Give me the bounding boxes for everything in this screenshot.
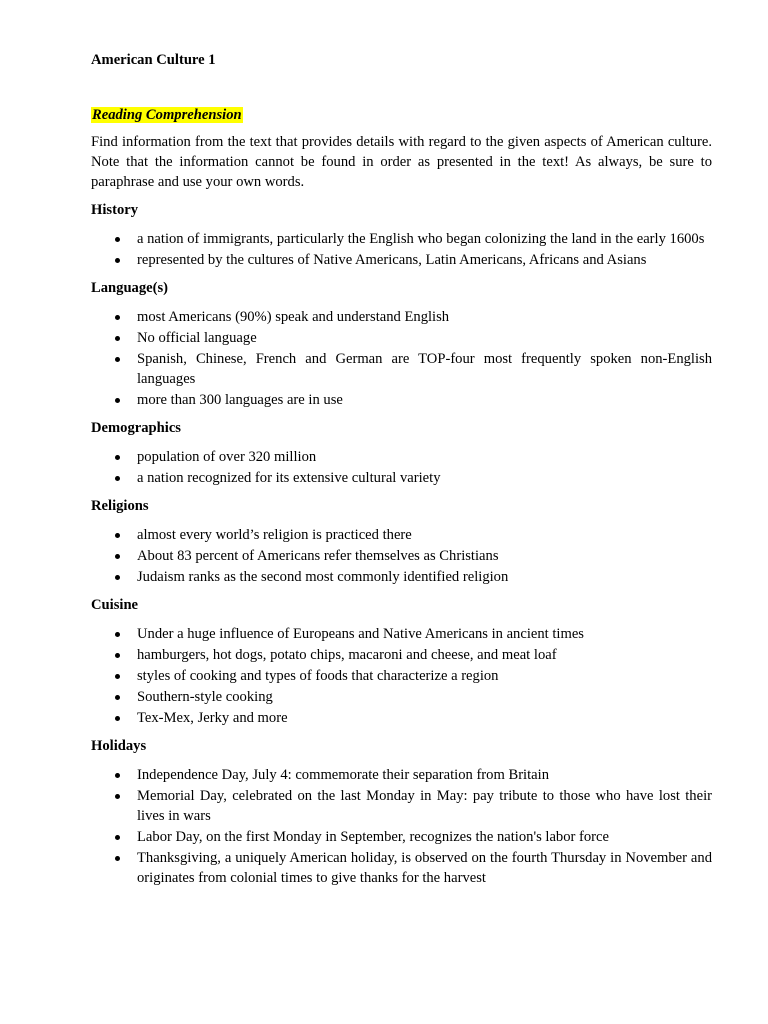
- list-item: [91, 546, 712, 566]
- list-item-text: Tex-Mex, Jerky and more: [137, 710, 288, 726]
- section-language-s: [91, 278, 712, 410]
- section-heading: Demographics: [91, 420, 181, 436]
- bullet-icon: [115, 533, 120, 538]
- list-item: [91, 567, 712, 587]
- list-item: [91, 827, 712, 847]
- list-item: [91, 250, 712, 270]
- list-item-text: Thanksgiving, a uniquely American holiday, is observed on the fourth Thursday in November and originates from colonial times to give thanks for the harvest: [137, 850, 712, 886]
- section-heading: Cuisine: [91, 597, 139, 613]
- list-item: [91, 687, 712, 707]
- document-title: American Culture 1: [91, 52, 216, 68]
- bullet-list: [91, 765, 712, 888]
- bullet-list: [91, 229, 712, 270]
- list-item-text: hamburgers, hot dogs, potato chips, macaroni and cheese, and meat loaf: [137, 647, 557, 663]
- bullet-icon: [115, 398, 120, 403]
- section-holidays: [91, 736, 712, 888]
- bullet-icon: [115, 674, 120, 679]
- bullet-icon: [115, 632, 120, 637]
- section-history: [91, 200, 712, 270]
- section-heading: Religions: [91, 498, 149, 514]
- list-item: [91, 708, 712, 728]
- bullet-list: [91, 307, 712, 410]
- reading-comprehension-heading: Reading Comprehension: [92, 107, 242, 123]
- list-item-text: Southern-style cooking: [137, 689, 273, 705]
- list-item: [91, 229, 712, 249]
- bullet-list: [91, 624, 712, 728]
- bullet-icon: [115, 455, 120, 460]
- bullet-icon: [115, 237, 120, 242]
- bullet-icon: [115, 476, 120, 481]
- list-item-text: population of over 320 million: [137, 449, 317, 465]
- list-item-text: Under a huge influence of Europeans and Native Americans in ancient times: [137, 626, 584, 642]
- section-demographics: [91, 418, 712, 488]
- list-item-text: About 83 percent of Americans refer themselves as Christians: [137, 548, 499, 564]
- list-item-text: Independence Day, July 4: commemorate their separation from Britain: [137, 767, 549, 783]
- list-item-text: represented by the cultures of Native Americans, Latin Americans, Africans and Asians: [137, 252, 647, 268]
- list-item: [91, 468, 712, 488]
- bullet-icon: [115, 357, 120, 362]
- list-item-text: more than 300 languages are in use: [137, 392, 343, 408]
- bullet-icon: [115, 794, 120, 799]
- bullet-icon: [115, 575, 120, 580]
- list-item-text: styles of cooking and types of foods that characterize a region: [137, 668, 499, 684]
- list-item-text: a nation recognized for its extensive cultural variety: [137, 470, 441, 486]
- bullet-icon: [115, 258, 120, 263]
- section-heading: History: [91, 202, 139, 218]
- list-item-text: almost every world’s religion is practiced there: [137, 527, 412, 543]
- list-item: [91, 390, 712, 410]
- bullet-icon: [115, 695, 120, 700]
- bullet-icon: [115, 315, 120, 320]
- bullet-icon: [115, 716, 120, 721]
- list-item-text: Labor Day, on the first Monday in September, recognizes the nation's labor force: [137, 829, 610, 845]
- list-item: [91, 307, 712, 327]
- list-item-text: Memorial Day, celebrated on the last Monday in May: pay tribute to those who have lost their lives in wars: [137, 788, 712, 824]
- list-item-text: a nation of immigrants, particularly the English who began colonizing the land in the early 1600s: [137, 231, 705, 247]
- document-page: [91, 50, 712, 889]
- list-item-text: No official language: [137, 330, 257, 346]
- section-heading: Holidays: [91, 738, 147, 754]
- section-religions: [91, 496, 712, 587]
- bullet-icon: [115, 773, 120, 778]
- bullet-icon: [115, 336, 120, 341]
- list-item: [91, 848, 712, 888]
- sections-container: [91, 200, 712, 888]
- list-item: [91, 666, 712, 686]
- list-item: [91, 765, 712, 785]
- reading-comprehension-heading-wrap: [91, 105, 712, 125]
- bullet-icon: [115, 835, 120, 840]
- list-item: [91, 645, 712, 665]
- list-item-text: Judaism ranks as the second most commonly identified religion: [137, 569, 509, 585]
- list-item: [91, 624, 712, 644]
- instructions-paragraph: Find information from the text that provides details with regard to the given aspects of American culture. Note that the information cannot be found in order as presented in the text! As always, be sure to paraphrase and use your own words.: [91, 134, 712, 190]
- list-item-text: Spanish, Chinese, French and German are TOP-four most frequently spoken non-English languages: [137, 351, 712, 387]
- list-item: [91, 447, 712, 467]
- list-item: [91, 328, 712, 348]
- list-item: [91, 349, 712, 389]
- bullet-list: [91, 447, 712, 488]
- list-item-text: most Americans (90%) speak and understand English: [137, 309, 450, 325]
- bullet-icon: [115, 856, 120, 861]
- section-heading: Language(s): [91, 280, 169, 296]
- list-item: [91, 786, 712, 826]
- bullet-icon: [115, 653, 120, 658]
- bullet-list: [91, 525, 712, 587]
- bullet-icon: [115, 554, 120, 559]
- list-item: [91, 525, 712, 545]
- section-cuisine: [91, 595, 712, 728]
